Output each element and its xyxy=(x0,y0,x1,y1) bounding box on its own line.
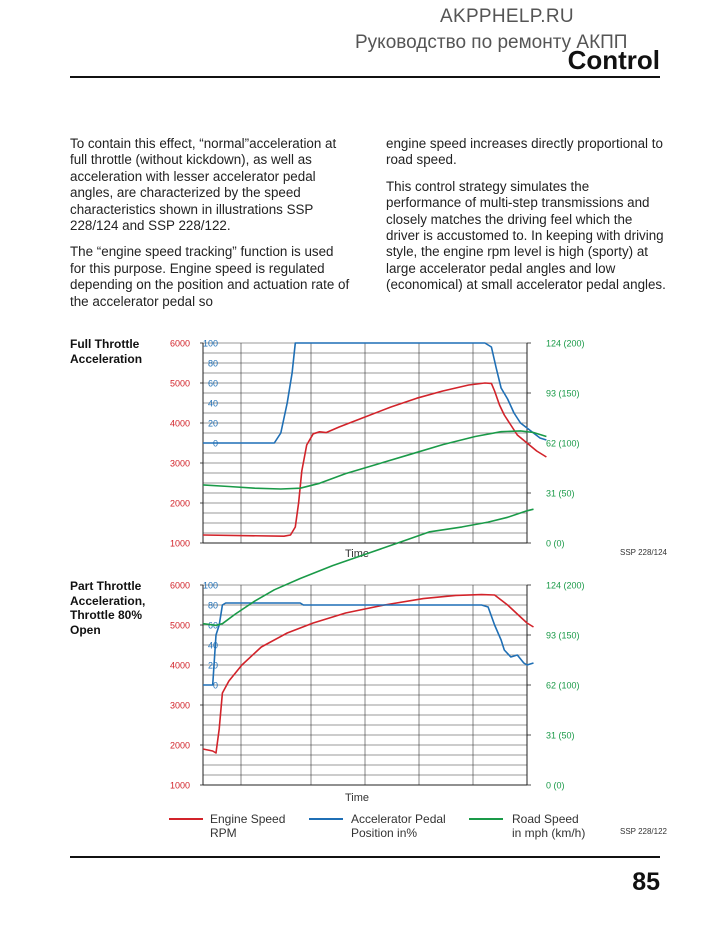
paragraph: To contain this effect, “normal”acceleration at full throttle (without kickdown), as well as acceleration with lesser accelerator pedal angles, are characterized by the speed characteristics shown in illustrations SSP 228/124 and SSP 228/122. xyxy=(70,136,337,234)
y-tick-label-engine: 2000 xyxy=(169,740,190,751)
y-tick-label-pedal: 100 xyxy=(202,338,218,349)
paragraph: engine speed increases directly proportional to road speed. xyxy=(386,136,663,168)
y-tick-label-engine: 5000 xyxy=(169,620,190,631)
y-tick-label-pedal: 100 xyxy=(202,580,218,591)
y-tick-label-road: 0 (0) xyxy=(546,780,565,791)
y-tick-label-road: 93 (150) xyxy=(546,388,580,399)
legend-label: Accelerator Pedal xyxy=(351,812,446,826)
y-tick-label-engine: 1000 xyxy=(169,538,190,549)
legend-line-engine xyxy=(169,818,203,820)
y-tick-label-road: 62 (100) xyxy=(546,438,580,449)
paragraph: The “engine speed tracking” function is used for this purpose. Engine speed is regulated depending on the position and actuation rate of the accelerator pedal so xyxy=(70,244,350,309)
y-tick-label-pedal: 20 xyxy=(207,660,218,671)
y-tick-label-pedal: 0 xyxy=(212,438,218,449)
legend-pedal xyxy=(351,812,446,840)
site-name: AKPPHELP.RU xyxy=(440,6,574,27)
legend-label: Road Speed xyxy=(512,812,579,826)
footer-rule xyxy=(70,856,660,858)
y-tick-label-road: 93 (150) xyxy=(546,630,580,641)
page-number: 85 xyxy=(632,868,660,896)
figure-source: SSP 228/124 xyxy=(620,548,668,557)
y-tick-label-road: 31 (50) xyxy=(546,730,575,741)
series-line-engine xyxy=(203,595,534,753)
legend-line-pedal xyxy=(309,818,343,820)
y-tick-label-engine: 4000 xyxy=(169,660,190,671)
y-tick-label-pedal: 20 xyxy=(207,418,218,429)
section-title: Control xyxy=(567,45,660,75)
y-tick-label-engine: 3000 xyxy=(169,700,190,711)
chart-title: Full Throttle Acceleration xyxy=(70,337,143,366)
legend-label: RPM xyxy=(210,826,237,840)
y-tick-label-engine: 5000 xyxy=(169,378,190,389)
legend-road xyxy=(512,812,585,840)
x-axis-label: Time xyxy=(344,792,370,804)
y-tick-label-pedal: 80 xyxy=(207,600,218,611)
y-tick-label-road: 124 (200) xyxy=(546,338,585,349)
legend-engine xyxy=(210,812,285,840)
manual-subtitle: Руководство по ремонту АКПП xyxy=(355,32,628,53)
chart-title: Part Throttle Acceleration, Throttle 80% Open xyxy=(70,579,146,637)
y-tick-label-pedal: 40 xyxy=(207,640,218,651)
y-tick-label-pedal: 60 xyxy=(207,378,218,389)
y-tick-label-engine: 2000 xyxy=(169,498,190,509)
y-tick-label-engine: 6000 xyxy=(169,580,190,591)
x-axis-label: Time xyxy=(344,548,370,560)
y-tick-label-engine: 3000 xyxy=(169,458,190,469)
y-tick-label-pedal: 40 xyxy=(207,398,218,409)
figure-source: SSP 228/122 xyxy=(620,827,668,836)
legend-label: in mph (km/h) xyxy=(512,826,586,840)
y-tick-label-road: 31 (50) xyxy=(546,488,575,499)
y-tick-label-engine: 1000 xyxy=(169,780,190,791)
legend-line-road xyxy=(469,818,503,820)
paragraph: This control strategy simulates the performance of multi-step transmissions and closely matches the driving feel which the driver is accustomed to. In keeping with driving style, the engine rpm level is high (sporty) at large accelerator pedal angles and low (economical) at small accelerator pedal angles. xyxy=(386,178,666,293)
y-tick-label-road: 62 (100) xyxy=(546,680,580,691)
y-tick-label-road: 0 (0) xyxy=(546,538,565,549)
y-tick-label-road: 124 (200) xyxy=(546,580,585,591)
y-tick-label-engine: 4000 xyxy=(169,418,190,429)
y-tick-label-pedal: 0 xyxy=(212,680,218,691)
legend-label: Position in% xyxy=(351,826,418,840)
legend-label: Engine Speed xyxy=(210,812,286,826)
y-tick-label-engine: 6000 xyxy=(169,338,190,349)
y-tick-label-pedal: 80 xyxy=(207,358,218,369)
y-tick-label-pedal: 60 xyxy=(207,620,218,631)
